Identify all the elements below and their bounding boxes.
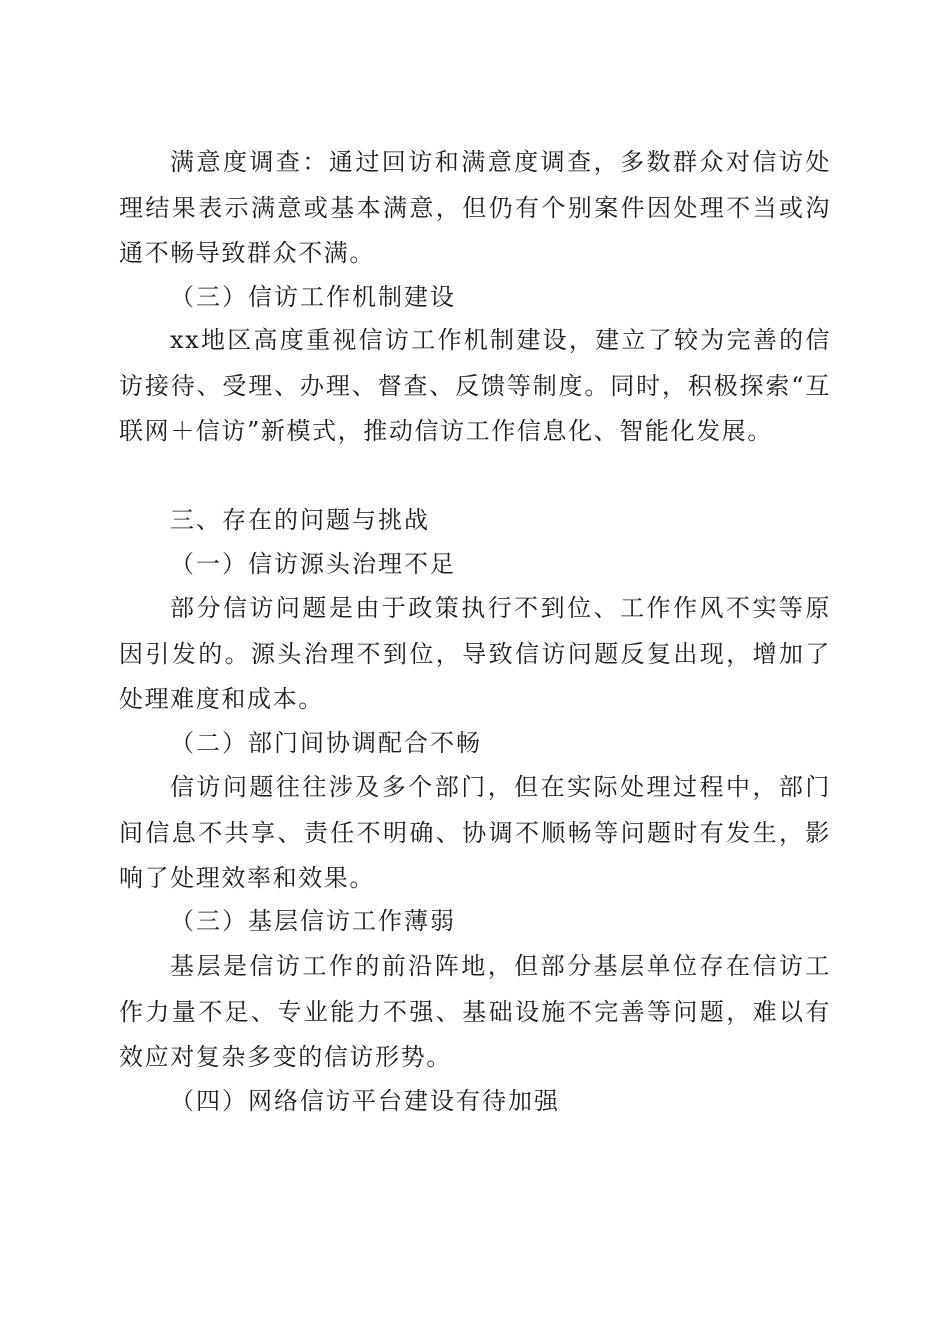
subheading-source-governance: （一）信访源头治理不足 [170, 550, 456, 578]
subheading-online-platform: （四）网络信访平台建设有待加强 [170, 1087, 560, 1115]
subheading-grassroots-work: （三）基层信访工作薄弱 [170, 907, 456, 935]
paragraph-mechanism-building: xx地区高度重视信访工作机制建设，建立了较为完善的信访接待、受理、办理、督查、反馈等制度。同时，积极探索“互联网＋信访”新模式，推动信访工作信息化、智能化发展。 [119, 326, 831, 445]
paragraph-satisfaction-survey: 满意度调查：通过回访和满意度调查，多数群众对信访处理结果表示满意或基本满意，但仍有个别案件因处理不当或沟通不畅导致群众不满。 [119, 148, 831, 267]
subheading-mechanism-building: （三）信访工作机制建设 [170, 283, 456, 311]
paragraph-grassroots-work: 基层是信访工作的前沿阵地，但部分基层单位存在信访工作力量不足、专业能力不强、基础设施不完善等问题，难以有效应对复杂多变的信访形势。 [119, 952, 831, 1071]
paragraph-source-governance: 部分信访问题是由于政策执行不到位、工作作风不实等原因引发的。源头治理不到位，导致信访问题反复出现，增加了处理难度和成本。 [119, 594, 831, 713]
subheading-department-coordination: （二）部门间协调配合不畅 [170, 729, 482, 757]
section-heading-problems: 三、存在的问题与挑战 [170, 506, 430, 534]
paragraph-department-coordination: 信访问题往往涉及多个部门，但在实际处理过程中，部门间信息不共享、责任不明确、协调不顺畅等问题时有发生，影响了处理效率和效果。 [119, 773, 831, 892]
